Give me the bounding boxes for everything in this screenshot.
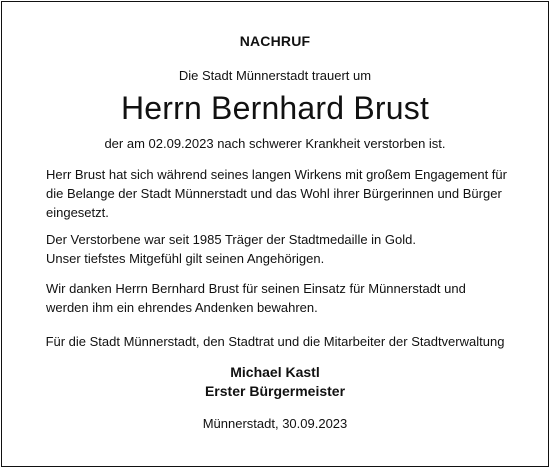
intro-line: Die Stadt Münnerstadt trauert um [178,68,372,83]
deceased-name: Herrn Bernhard Brust [120,90,430,126]
signature-block [2,363,548,401]
signer-name: Michael Kastl [230,364,320,380]
death-date-line: der am 02.09.2023 nach schwerer Krankheit verstorben ist. [104,136,446,151]
obituary-notice [1,1,549,467]
notice-heading: NACHRUF [239,33,311,49]
notice-body [46,165,508,317]
closing-line: Für die Stadt Münnerstadt, den Stadtrat und die Mitarbeiter der Stadtverwaltung [45,334,505,349]
paragraph-engagement: Herr Brust hat sich während seines langen Wirkens mit großem Engagement für die Belange der Stadt Münnerstadt und das Wohl ihrer Bürgerinnen und Bürger eingesetzt. [46,167,507,220]
paragraph-thanks: Wir danken Herrn Bernhard Brust für seinen Einsatz für Münnerstadt und werden ihm ein ehrendes Andenken bewahren. [46,281,466,315]
signer-title: Erster Bürgermeister [204,383,346,399]
place-date: Münnerstadt, 30.09.2023 [202,416,348,431]
paragraph-condolence: Unser tiefstes Mitgefühl gilt seinen Angehörigen. [46,251,325,266]
paragraph-medal: Der Verstorbene war seit 1985 Träger der Stadtmedaille in Gold. [46,232,416,247]
